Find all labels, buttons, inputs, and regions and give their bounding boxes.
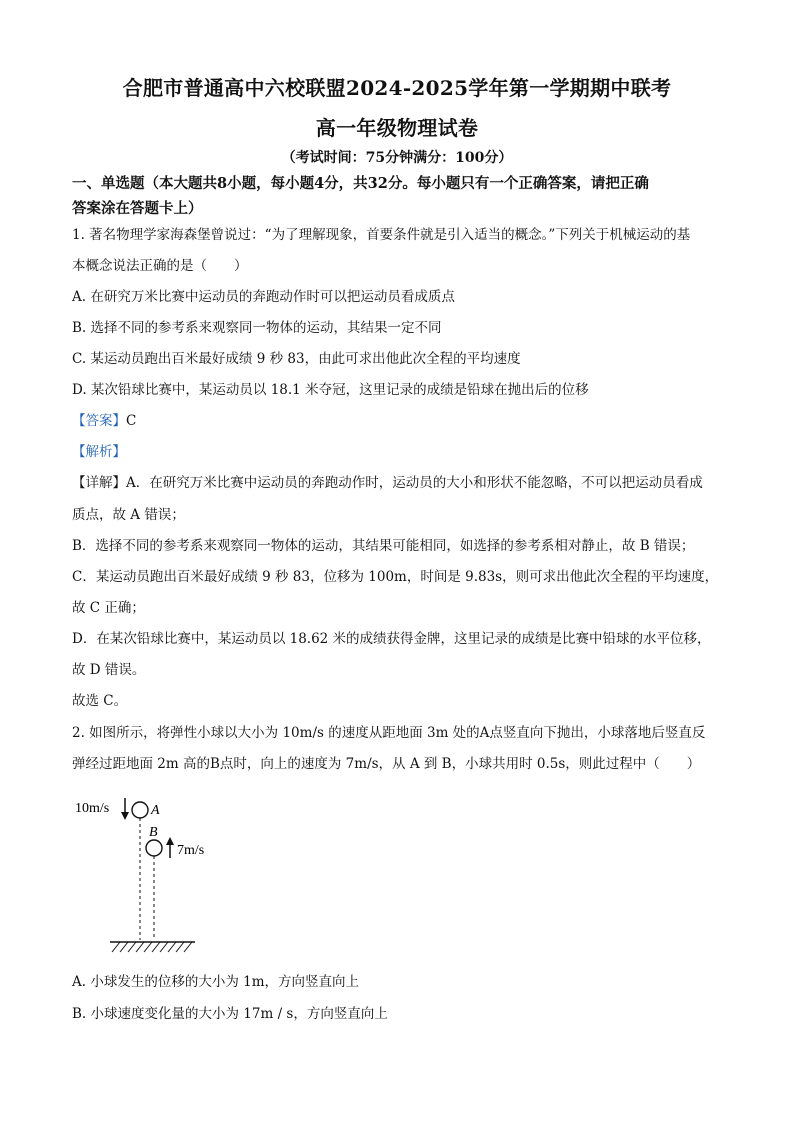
q1-detail-d-line2: 故 D 错误。 [72, 662, 146, 678]
arrow-up-icon [166, 837, 174, 845]
q1-detail-a-line1 [72, 473, 732, 493]
point-b-label: B [149, 825, 158, 840]
section-heading-line1: 一、单选题（本大题共8小题，每小题4分，共32分。每小题只有一个正确答案，请把正确 [72, 175, 649, 192]
q2-stem-line2: 弹经过距地面 2m 高的B点时，向上的速度为 7m/s，从 A 到 B，小球共用时 0.5s，则此过程中（ ） [72, 756, 701, 772]
ball-b [146, 840, 162, 856]
detail-tag: 【详解】 [72, 475, 126, 491]
q1-conclusion: 故选 C。 [72, 693, 128, 709]
section-heading-line2: 答案涂在答题卡上） [72, 200, 203, 217]
q1-analysis-tag [72, 442, 732, 462]
velocity-up-label: 7m/s [177, 843, 205, 858]
page-title: 合肥市普通高中六校联盟2024-2025学年第一学期期中联考 [122, 76, 672, 100]
q1-detail-d-line1: D．在某次铅球比赛中，某运动员以 18.62 米的成绩获得金牌，这里记录的成绩是比赛中铅球的水平位移， [72, 631, 711, 647]
ground-hatch [112, 942, 192, 952]
q1-answer [72, 411, 732, 431]
q1-option-b: B. 选择不同的参考系来观察同一物体的运动，其结果一定不同 [72, 320, 442, 336]
q1-detail-c-line2: 故 C 正确； [72, 600, 145, 616]
ball-a [132, 802, 148, 818]
page-subtitle: 高一年级物理试卷 [315, 116, 479, 140]
q1-detail-a-line2: 质点，故 A 错误； [72, 507, 185, 523]
q1-detail-b: B．选择不同的参考系来观察同一物体的运动，其结果可能相同，如选择的参考系相对静止，故 B 错误； [72, 538, 695, 554]
q2-option-a: A. 小球发生的位移的大小为 1m，方向竖直向上 [72, 974, 360, 990]
q1-option-c: C. 某运动员跑出百米最好成绩 9 秒 83，由此可求出他此次全程的平均速度 [72, 351, 521, 367]
section-heading [72, 171, 732, 221]
detail-a-text: A．在研究万米比赛中运动员的奔跑动作时，运动员的大小和形状不能忽略，不可以把运动员看成 [126, 475, 703, 491]
arrow-down-icon [121, 812, 129, 820]
answer-tag: 【答案】 [72, 413, 126, 429]
point-a-label: A [151, 803, 160, 818]
q1-option-a: A. 在研究万米比赛中运动员的奔跑动作时可以把运动员看成质点 [72, 289, 455, 305]
answer-value: C [126, 413, 137, 429]
q1-stem-line2: 本概念说法正确的是（ ） [72, 258, 248, 274]
q1-detail-c-line1: C．某运动员跑出百米最好成绩 9 秒 83，位移为 100m，时间是 9.83s，则可求出他此次全程的平均速度， [72, 569, 719, 585]
q2-option-b: B. 小球速度变化量的大小为 17m / s，方向竖直向上 [72, 1006, 388, 1022]
exam-info: （考试时间：75分钟满分：100分） [281, 150, 513, 166]
velocity-down-label: 10m/s [75, 801, 110, 816]
ball-bounce-figure [60, 790, 230, 960]
q1-option-d: D. 某次铅球比赛中，某运动员以 18.1 米夺冠，这里记录的成绩是铅球在抛出后的位移 [72, 382, 589, 398]
q1-stem-line1: 1. 著名物理学家海森堡曾说过：“为了理解现象，首要条件就是引入适当的概念。”下列关于机械运动的基 [72, 227, 691, 243]
q2-stem-line1: 2. 如图所示，将弹性小球以大小为 10m/s 的速度从距地面 3m 处的A点竖直向下抛出，小球落地后竖直反 [72, 725, 706, 741]
analysis-tag: 【解析】 [72, 444, 126, 460]
